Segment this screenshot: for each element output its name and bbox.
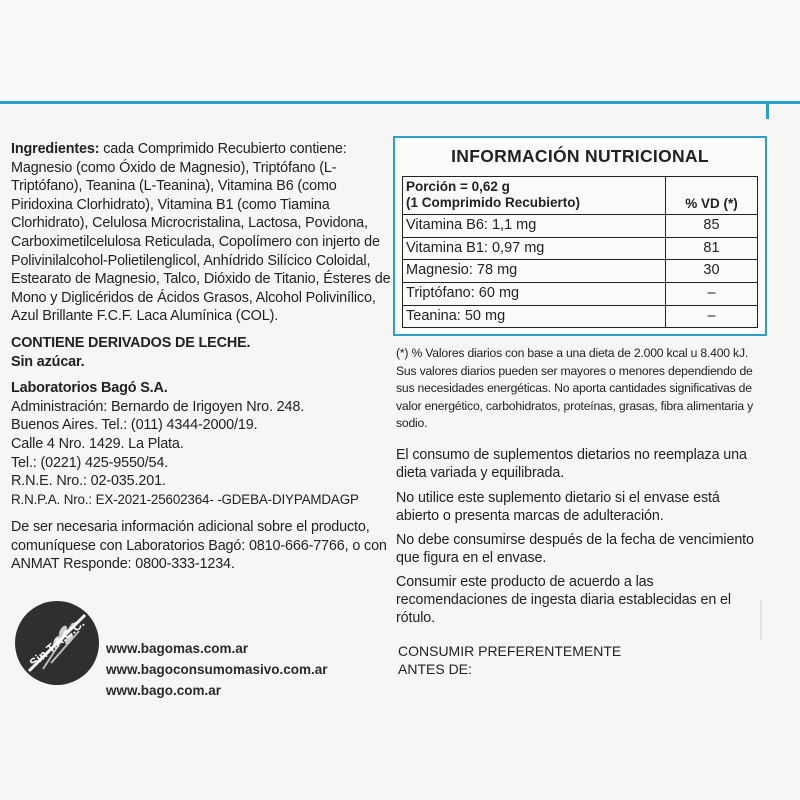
nutrition-row	[403, 260, 757, 283]
website-link: www.bago.com.ar	[106, 683, 222, 698]
ingredients-label: Ingredientes:	[11, 141, 100, 157]
nutrition-row	[403, 238, 757, 261]
expiry-warning: No debe consumirse después de la fecha de vencimiento que figura en el envase.	[396, 532, 754, 566]
lab-line: R.N.P.A. Nro.: EX-2021-25602364- -GDEBA-DIYPAMDAGP	[11, 491, 359, 507]
lab-line: Administración: Bernardo de Irigoyen Nro. 248.	[11, 398, 305, 415]
ingredients-text: cada Comprimido Recubierto contiene: Magnesio (como Óxido de Magnesio), Triptófano (L-Triptófano), Teanina (L-Teanina), Vitamina B6 (como Piridoxina Clorhidrato), Vitamina B1 (como Tiamina Clorhidrato), Celulosa Microcristalina, Lactosa, Povidona, Carboximetilcelulosa Reticulada, Copolímero con injerto de Polivinilalcohol-Polietilenglicol, Anhídrido Silícico Coloidal, Estearato de Magnesio, Talco, Dióxido de Titanio, Ésteres de Mono y Diglicéridos de Ácidos Grasos, Alcohol Polivinílico, Azul Brillante F.C.F. Laca Alumínica (COL).	[11, 141, 391, 325]
nutrition-table	[393, 136, 767, 336]
lab-line: R.N.E. Nro.: 02-035.201.	[11, 473, 166, 490]
lab-line: Buenos Aires. Tel.: (011) 4344-2000/19.	[11, 417, 258, 434]
nutrition-title: INFORMACIÓN NUTRICIONAL	[451, 146, 709, 166]
left-column	[11, 140, 391, 574]
nutrition-row	[403, 306, 757, 328]
website-link: www.bagomas.com.ar	[106, 641, 249, 656]
nutrient-name: Triptófano: 60 mg	[403, 283, 666, 305]
sugar-free: Sin azúcar.	[11, 353, 85, 370]
nutrition-row	[403, 215, 757, 238]
lab-name: Laboratorios Bagó S.A.	[11, 380, 168, 397]
website-link: www.bagoconsumomasivo.com.ar	[106, 662, 328, 677]
tamper-warning: No utilice este suplemento dietario si el envase está abierto o presenta marcas de adulteración.	[396, 490, 720, 524]
website-links	[106, 638, 328, 701]
nutrient-vd: –	[707, 285, 716, 302]
ingredients	[11, 140, 391, 326]
portion-line: Porción = 0,62 g	[406, 179, 510, 194]
best-before-line: CONSUMIR PREFERENTEMENTE	[398, 643, 622, 659]
supplement-notice: El consumo de suplementos dietarios no reemplaza una dieta variada y equilibrada.	[396, 447, 747, 481]
lab-line: Calle 4 Nro. 1429. La Plata.	[11, 435, 184, 452]
best-before-line: ANTES DE:	[398, 660, 472, 677]
vd-footnote: (*) % Valores diarios con base a una dieta de 2.000 kcal u 8.400 kJ. Sus valores diarios pueden ser mayores o menores dependiendo de sus necesidades energéticas. No aporta cantidades significativas de valor energético, carbohidratos, proteínas, grasas, fibra alimentaria y sodio.	[396, 346, 754, 431]
nutrient-vd: –	[707, 307, 716, 324]
nutrient-name: Teanina: 50 mg	[403, 306, 666, 328]
nutrient-vd: 30	[703, 262, 720, 279]
lab-line: Tel.: (0221) 425-9550/54.	[11, 454, 169, 471]
best-before	[398, 643, 621, 678]
additional-info: De ser necesaria información adicional sobre el producto, comuníquese con Laboratorios Bagó: 0810-666-7766, o con ANMAT Responde: 0800-333-1234.	[11, 519, 387, 573]
milk-warning: CONTIENE DERIVADOS DE LECHE.	[11, 334, 251, 351]
nutrient-name: Magnesio: 78 mg	[403, 260, 666, 282]
nutrient-vd: 85	[703, 217, 720, 233]
vd-header: % VD (*)	[685, 196, 738, 211]
portion-line: (1 Comprimido Recubierto)	[406, 194, 581, 210]
nutrition-row	[403, 283, 757, 306]
intake-recommendation: Consumir este producto de acuerdo a las recomendaciones de ingesta diaria establecidas en el rótulo.	[396, 574, 731, 626]
portion-cell	[403, 177, 666, 214]
corner-accent-line	[766, 101, 769, 119]
nutrition-header-row	[403, 177, 757, 215]
nutrition-grid	[402, 176, 758, 328]
top-accent-line	[0, 101, 800, 104]
top-band	[0, 0, 800, 102]
nutrient-name: Vitamina B6: 1,1 mg	[403, 215, 666, 237]
sin-tacc-label: Sin T.A.C.C.	[26, 615, 88, 671]
nutrient-name: Vitamina B1: 0,97 mg	[403, 238, 666, 260]
nutrient-vd: 81	[703, 239, 720, 256]
